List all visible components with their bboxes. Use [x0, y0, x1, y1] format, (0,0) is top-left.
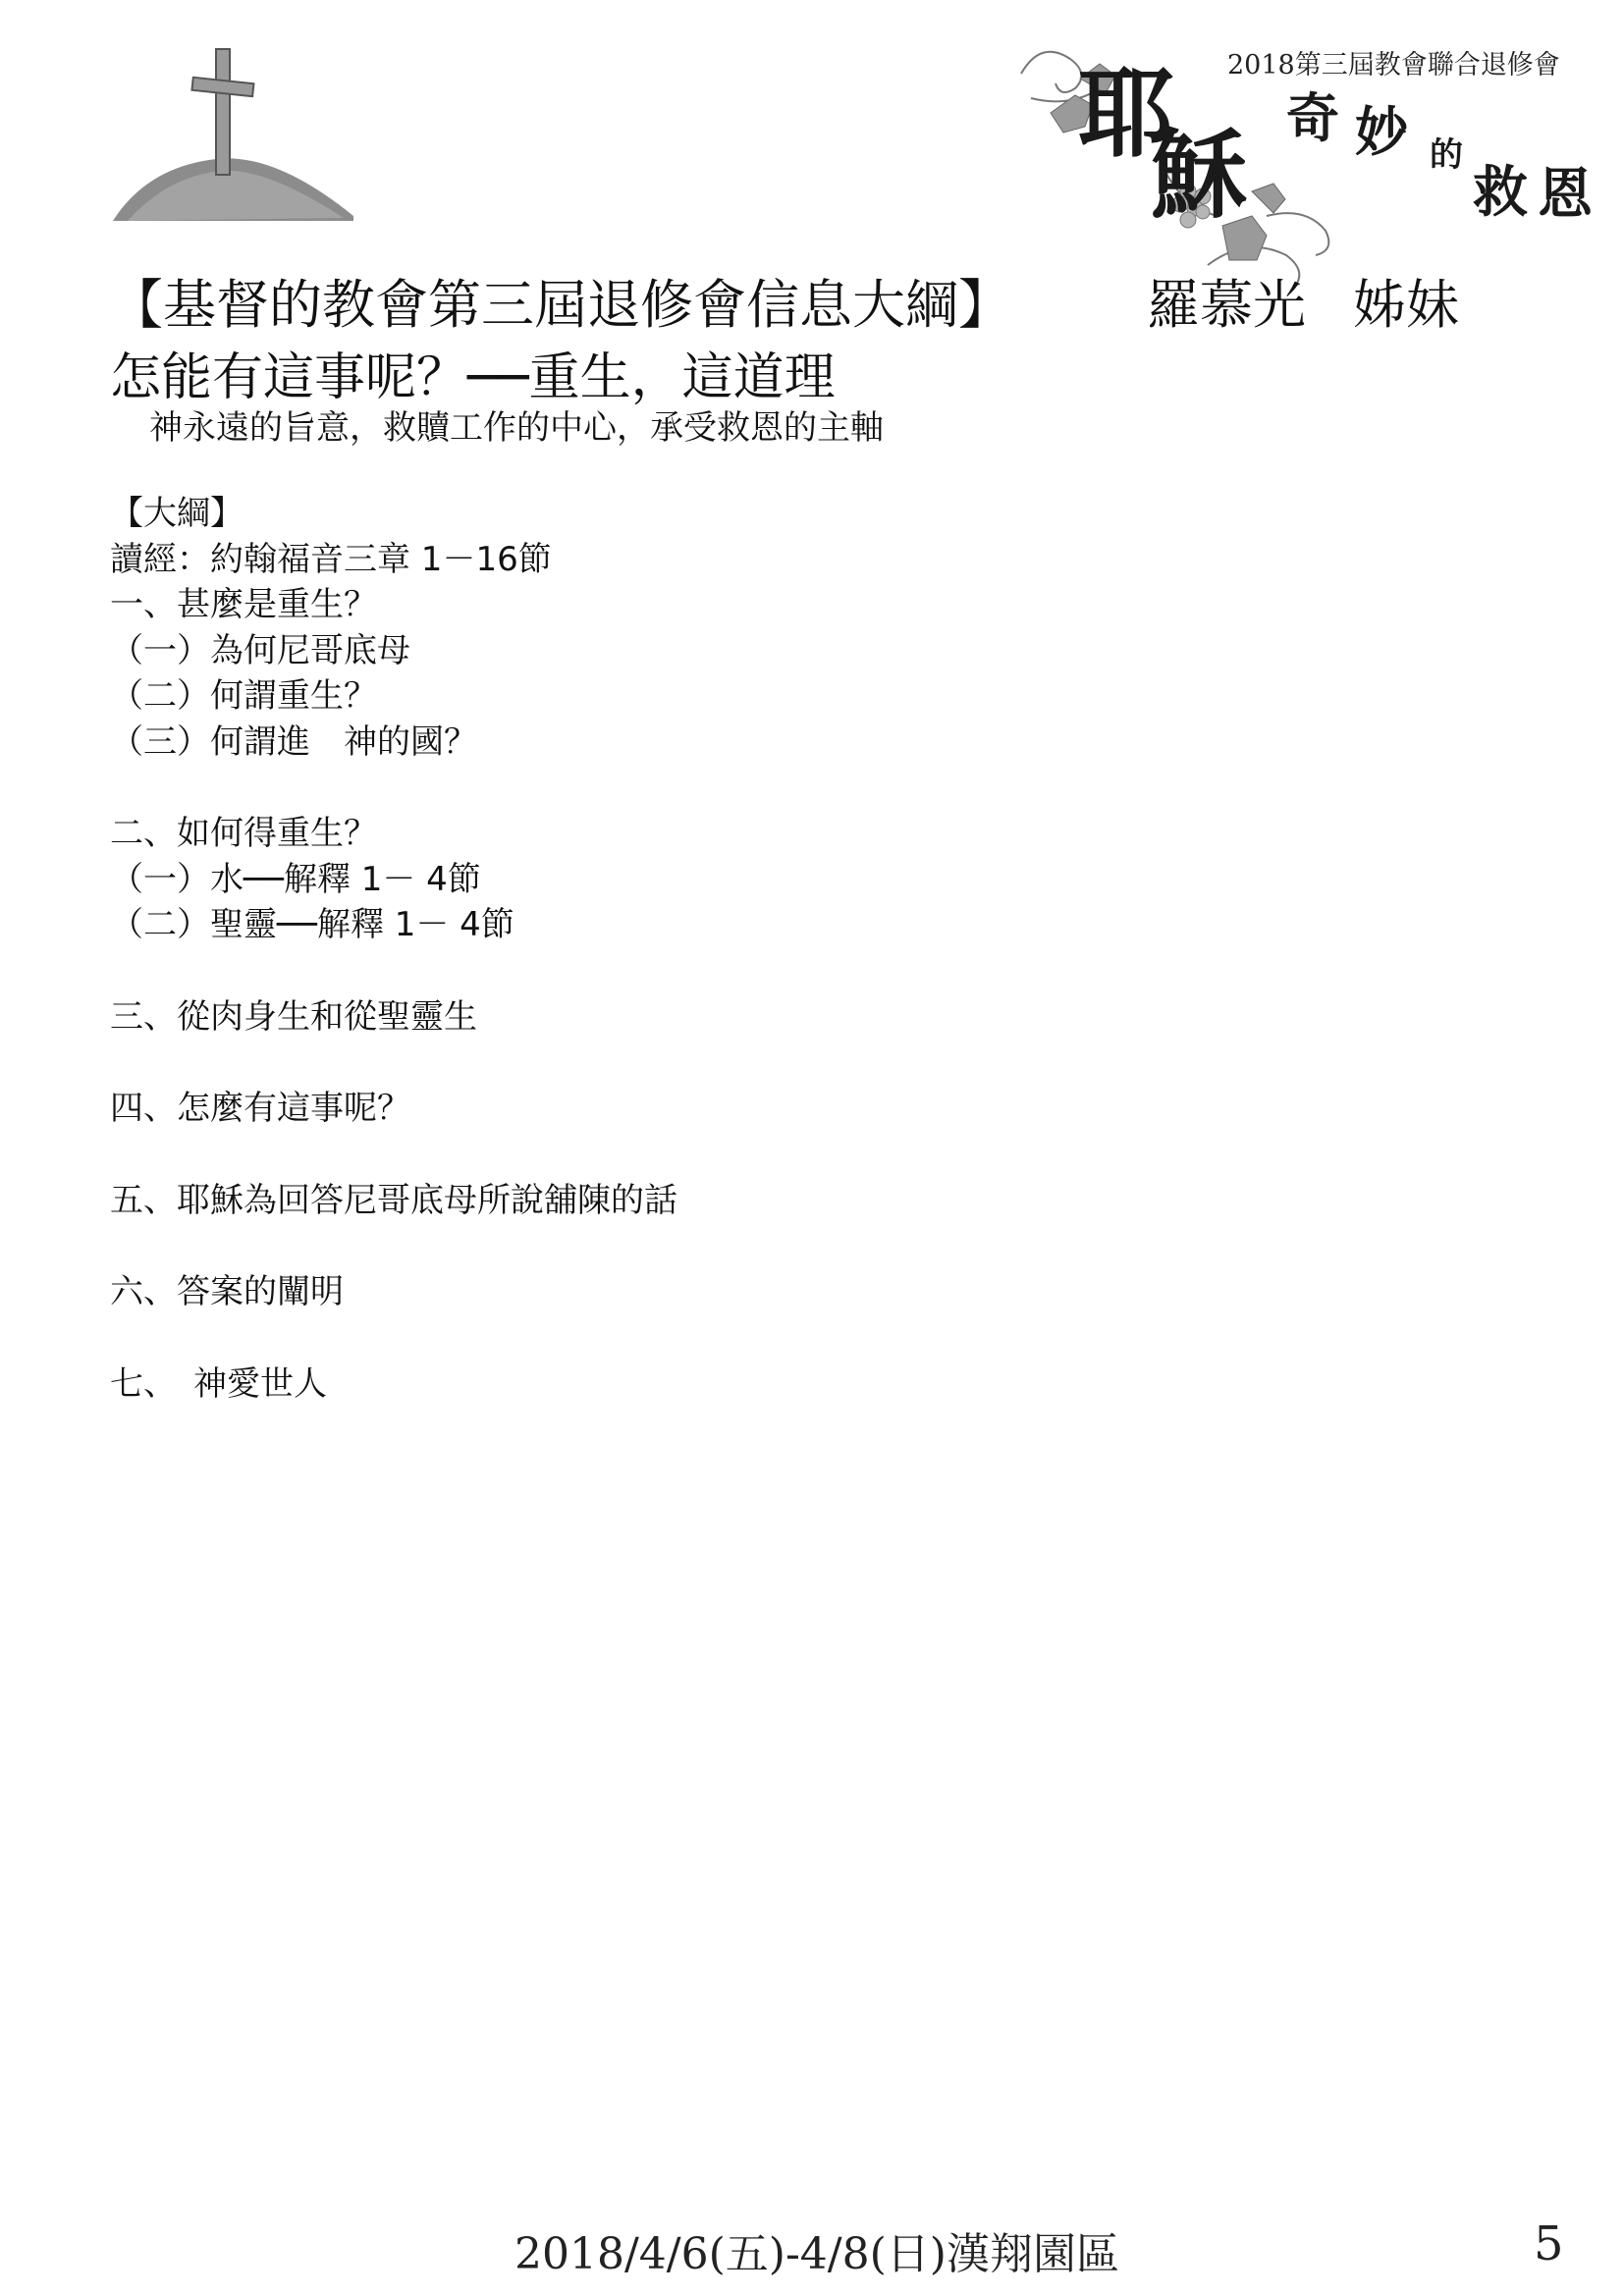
- section-heading: 一、甚麼是重生？: [110, 585, 377, 624]
- theme-title-char: 奇: [1286, 86, 1339, 149]
- message-outline-heading: 【基督的教會第三屆退修會信息大綱】: [110, 274, 1011, 336]
- section-heading: 七、 神愛世人: [110, 1363, 327, 1404]
- event-name: 2018第三屆教會聯合退修會: [1227, 50, 1560, 80]
- section-heading: 三、從肉身生和從聖靈生: [110, 996, 477, 1037]
- theme-title-char: 救: [1473, 160, 1528, 225]
- speaker: [1147, 263, 1459, 339]
- sub-point: （二）聖靈──解釋 1－ 4節: [110, 905, 514, 944]
- page-number: 5: [1534, 2216, 1564, 2271]
- outline-body: [110, 491, 677, 1407]
- theme-title-char: 恩: [1538, 162, 1593, 227]
- theme-title-char: 的: [1430, 135, 1463, 175]
- message-tagline: 神永遠的旨意，救贖工作的中心，承受救恩的主軸: [149, 408, 884, 448]
- theme-title-char: 穌: [1151, 119, 1248, 232]
- sub-point: （一）為何尼哥底母: [110, 630, 410, 670]
- theme-title-char: 妙: [1355, 100, 1408, 163]
- footer-date-venue: 2018/4/6(五)-4/8(日)漢翔園區: [514, 2229, 1119, 2279]
- sub-point: （三）何謂進 神的國？: [110, 721, 477, 762]
- speaker-name: 羅慕光: [1147, 274, 1306, 336]
- scripture-reading: 讀經：約翰福音三章 1－16節: [110, 539, 552, 579]
- theme-title-char: 耶: [1078, 58, 1175, 171]
- sub-point: （二）何謂重生？: [110, 676, 377, 716]
- section-heading: 六、答案的闡明: [110, 1272, 344, 1311]
- message-title: 怎能有這事呢？──重生，這道理: [110, 348, 836, 407]
- section-heading: 五、耶穌為回答尼哥底母所說舖陳的話: [110, 1180, 677, 1220]
- section-heading: 二、如何得重生？: [110, 814, 377, 853]
- section-heading: 四、怎麼有這事呢？: [110, 1089, 410, 1128]
- cross-on-hill-icon: [108, 39, 363, 236]
- sub-point: （一）水──解釋 1－ 4節: [110, 859, 481, 899]
- outline-label: 【大綱】: [110, 494, 244, 533]
- speaker-title: 姊妹: [1353, 274, 1459, 336]
